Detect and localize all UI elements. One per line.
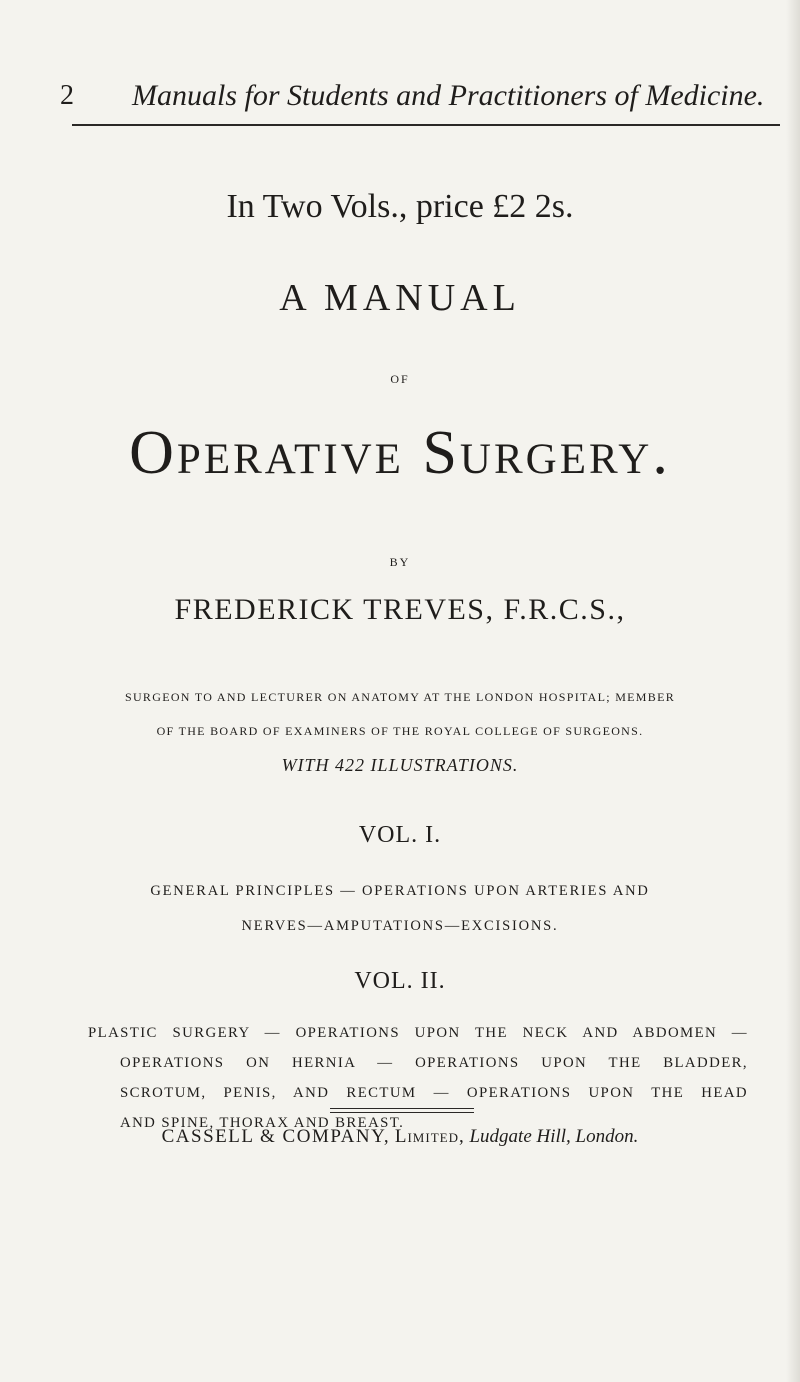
publisher-limited: Limited, — [394, 1126, 465, 1147]
page-number: 2 — [60, 80, 74, 111]
volume-2-heading: VOL. II. — [354, 968, 446, 994]
title-prefix: A MANUAL — [279, 277, 521, 319]
publisher-address: Ludgate Hill, London. — [469, 1126, 639, 1147]
contents-line: NERVES—AMPUTATIONS—EXCISIONS. — [241, 918, 559, 934]
author-credentials — [0, 680, 800, 748]
author-name: FREDERICK TREVES, F.R.C.S., — [174, 593, 626, 626]
volume-1-contents — [0, 874, 800, 944]
contents-line: GENERAL PRINCIPLES — OPERATIONS UPON ARTERIES AND — [150, 883, 650, 899]
separator-rule — [330, 1112, 474, 1113]
contents-line: PLASTIC SURGERY — OPERATIONS UPON THE NECK AND ABDOMEN — — [88, 1025, 748, 1041]
contents-line: OPERATIONS ON HERNIA — OPERATIONS UPON THE BLADDER, — [120, 1055, 748, 1071]
publisher-name: CASSELL & COMPANY, — [161, 1126, 391, 1147]
page-edge-shadow — [786, 0, 800, 1382]
price-line: In Two Vols., price £2 2s. — [226, 188, 574, 225]
header-rule — [72, 124, 780, 126]
running-title: Manuals for Students and Practitioners of Medicine. — [132, 79, 765, 112]
volume-1-heading: VOL. I. — [358, 822, 442, 848]
volume-2-contents — [88, 1018, 748, 1138]
separator-rule — [330, 1108, 474, 1109]
contents-line: SCROTUM, PENIS, AND RECTUM — OPERATIONS UPON THE HEAD — [120, 1085, 748, 1101]
book-title: Operative Surgery. — [129, 419, 671, 487]
by-line: BY — [389, 555, 411, 569]
contents-line: AND SPINE, THORAX AND BREAST. — [120, 1115, 405, 1131]
publisher-imprint — [60, 1126, 740, 1148]
credentials-line: SURGEON TO AND LECTURER ON ANATOMY AT THE LONDON HOSPITAL; MEMBER — [124, 690, 675, 704]
illustrations-note: WITH 422 ILLUSTRATIONS. — [281, 755, 519, 775]
credentials-line: OF THE BOARD OF EXAMINERS OF THE ROYAL COLLEGE OF SURGEONS. — [156, 724, 644, 738]
title-of: OF — [390, 372, 410, 386]
